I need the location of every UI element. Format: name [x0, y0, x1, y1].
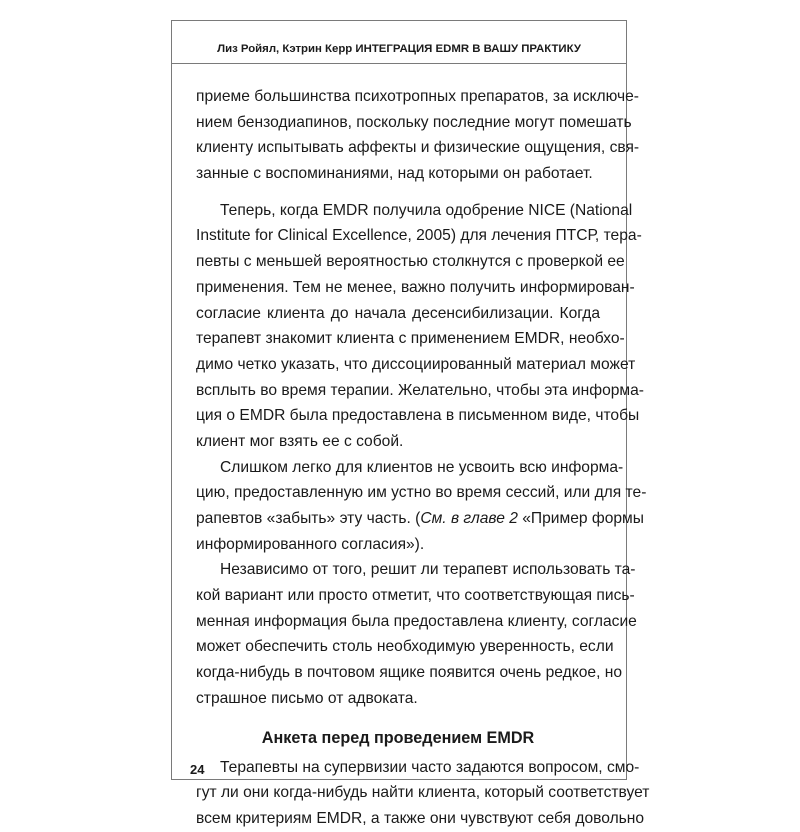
- text-line: Слишком легко для клиентов не усвоить всю информа-: [220, 458, 624, 476]
- text-run: «Пример формы: [517, 510, 644, 527]
- text-line: цию, предоставленную им устно во время сессий, или для те-: [196, 484, 647, 502]
- page-body: [196, 84, 650, 832]
- text-line: ция о EMDR была предоставлена в письменном виде, чтобы: [196, 407, 640, 425]
- running-head: Лиз Ройял, Кэтрин Керр ИНТЕГРАЦИЯ EDMR В ВАШУ ПРАКТИКУ: [217, 43, 581, 55]
- text-line: может обеспечить столь необходимую уверенность, если: [196, 638, 614, 656]
- text-line: страшное письмо от адвоката.: [196, 689, 418, 707]
- text-line: приеме большинства психотропных препаратов, за исключе-: [196, 88, 639, 105]
- paragraph-2: [196, 198, 644, 455]
- text-line: всплыть во время терапии. Желательно, чтобы эта информа-: [196, 381, 644, 399]
- text-line: Institute for Clinical Excellence, 2005) для лечения ПТСР, тера-: [196, 227, 642, 245]
- text-line: согласие клиента до начала десенсибилизации. Когда: [196, 304, 600, 322]
- text-line: всем критериям EMDR, а также они чувствуют себя довольно: [196, 809, 645, 827]
- text-line: Теперь, когда EMDR получила одобрение NICE (National: [220, 201, 633, 219]
- paragraph-3: [196, 455, 647, 558]
- text-run: рапевтов «забыть» эту часть. (: [196, 510, 421, 527]
- text-line: терапевт знакомит клиента с применением EMDR, необхо-: [196, 330, 625, 348]
- paragraph-gap: [196, 187, 600, 198]
- text-line: певты с меньшей вероятностью столкнутся с проверкой ее: [196, 253, 625, 271]
- text-line: занные с воспоминаниями, над которыми он работает.: [196, 165, 593, 183]
- text-line: клиент мог взять ее с собой.: [196, 432, 404, 450]
- text-line: димо четко указать, что диссоциированный материал может: [196, 355, 636, 373]
- text-line: применения. Тем не менее, важно получить информирован-: [196, 278, 635, 296]
- paragraph-5: [196, 755, 650, 832]
- text-line: кой вариант или просто отметит, что соответствующая пись-: [196, 587, 635, 605]
- text-line: когда-нибудь в почтовом ящике появится очень редкое, но: [196, 664, 623, 682]
- chapter-reference: См. в главе 2: [420, 510, 518, 527]
- paragraph-4: [196, 557, 637, 711]
- text-line: Терапевты на супервизии часто задаются вопросом, смо-: [220, 758, 640, 776]
- page-number: 24: [190, 762, 205, 777]
- text-line: гут ли они когда-нибудь найти клиента, который соответствует: [196, 784, 650, 802]
- section-heading: Анкета перед проведением EMDR: [261, 728, 535, 747]
- text-line: нием бензодиапинов, поскольку последние могут помешать: [196, 113, 632, 131]
- text-line: клиенту испытывать аффекты и физические ощущения, свя-: [196, 139, 640, 157]
- header-rule: [172, 63, 626, 64]
- text-line: информированного согласия»).: [196, 535, 425, 553]
- text-line: менная информация была предоставлена клиенту, согласие: [196, 612, 637, 630]
- book-page: [171, 20, 650, 827]
- paragraph-1: [196, 84, 640, 187]
- text-line-with-reference: [196, 506, 644, 532]
- text-line: Независимо от того, решит ли терапевт использовать та-: [220, 561, 636, 579]
